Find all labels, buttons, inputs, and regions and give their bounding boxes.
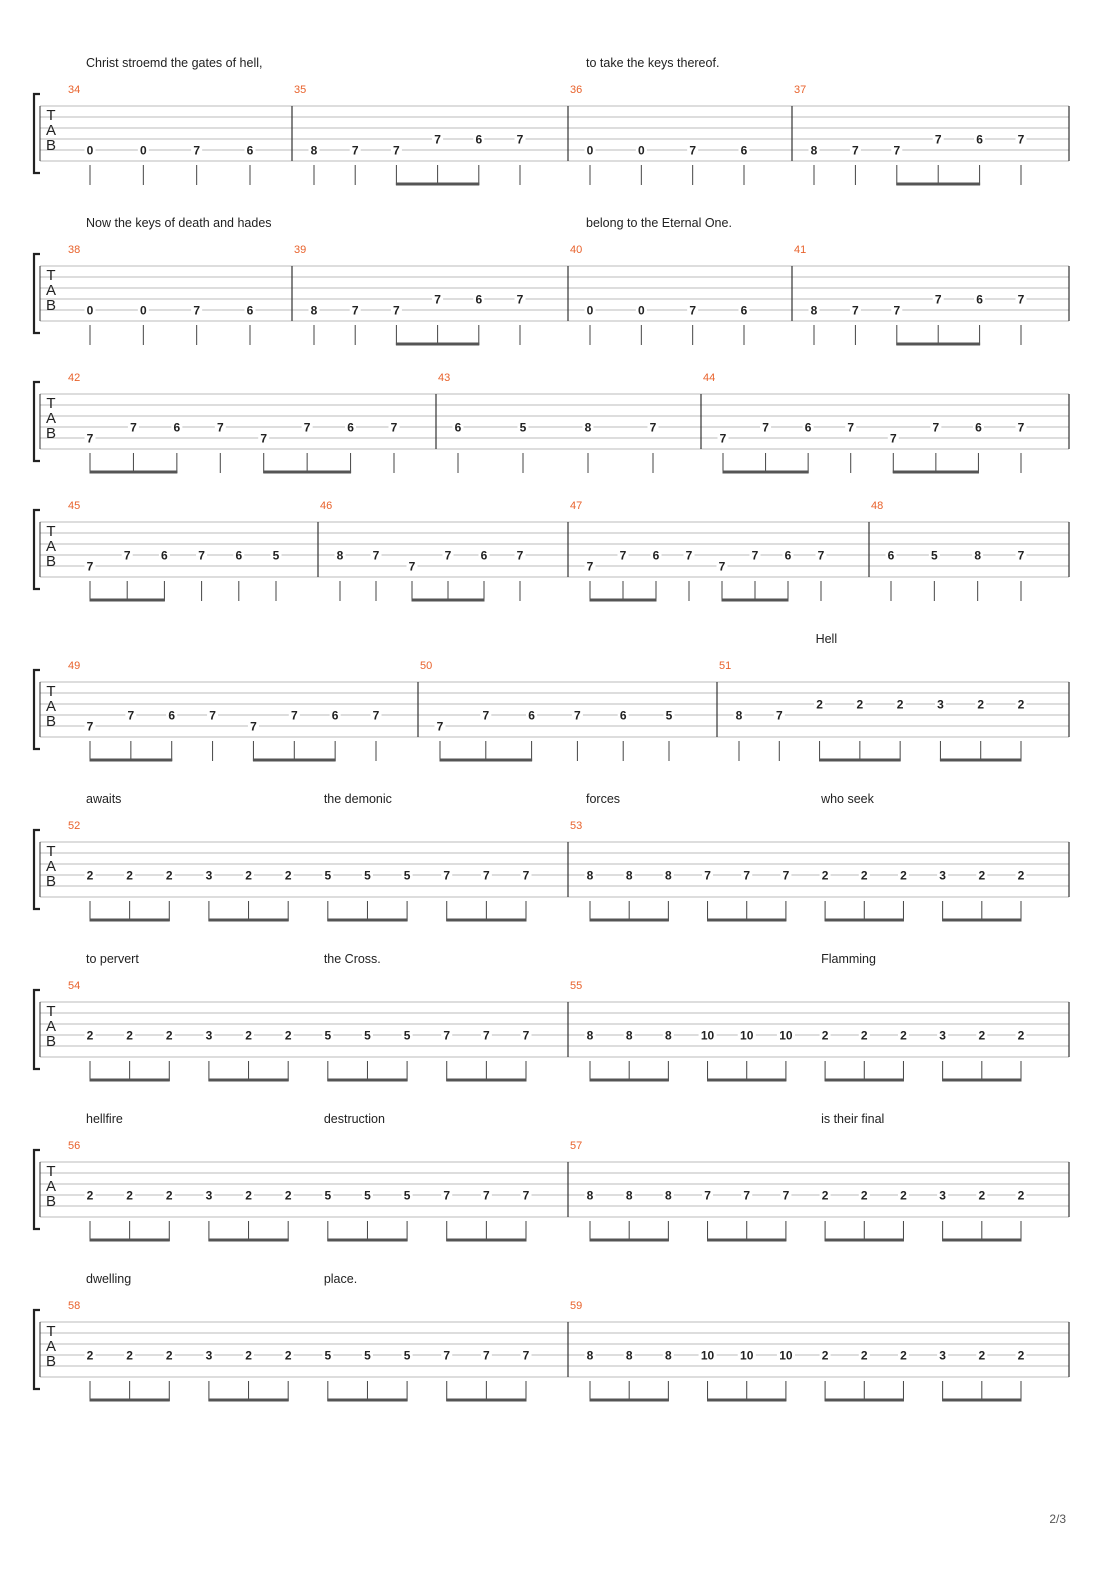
fret-number: 7	[86, 431, 94, 446]
measure-number: 53	[570, 820, 583, 832]
fret-number: 6	[804, 420, 812, 435]
fret-number: 7	[689, 303, 697, 318]
fret-number: 7	[522, 868, 530, 883]
fret-number: 7	[351, 303, 359, 318]
lyric-text: to take the keys thereof.	[586, 56, 720, 70]
fret-number: 6	[652, 548, 660, 563]
fret-number: 7	[782, 868, 790, 883]
fret-number: 2	[86, 1348, 94, 1363]
fret-number: 2	[1017, 868, 1025, 883]
fret-number: 7	[934, 132, 942, 147]
fret-number: 10	[779, 1348, 793, 1363]
fret-number: 6	[246, 143, 254, 158]
fret-number: 2	[245, 1028, 252, 1043]
measure-number: 46	[320, 500, 333, 512]
fret-number: 7	[193, 303, 201, 318]
fret-number: 7	[743, 868, 751, 883]
fret-number: 8	[586, 868, 594, 883]
lyric-text: Christ stroemd the gates of hell,	[86, 56, 263, 70]
fret-number: 2	[821, 1028, 829, 1043]
fret-number: 8	[625, 868, 633, 883]
system-bracket	[34, 254, 40, 333]
system-bracket	[34, 670, 40, 749]
fret-number: 8	[665, 1028, 672, 1043]
tab-clef-letter: T	[46, 267, 56, 284]
fret-number: 0	[586, 303, 594, 318]
tab-clef-letter: A	[45, 1338, 57, 1355]
fret-number: 5	[364, 1188, 371, 1203]
fret-number: 7	[516, 292, 524, 307]
fret-number: 7	[86, 559, 94, 574]
fret-number: 7	[86, 719, 94, 734]
fret-number: 10	[700, 1348, 715, 1363]
fret-number: 7	[193, 143, 201, 158]
fret-number: 2	[978, 868, 986, 883]
lyric-text: forces	[586, 792, 621, 806]
fret-number: 2	[86, 868, 94, 883]
fret-number: 8	[586, 1348, 594, 1363]
fret-number: 7	[1017, 292, 1025, 307]
fret-number: 6	[161, 548, 168, 563]
measure-number: 39	[294, 244, 307, 256]
fret-number: 5	[930, 548, 938, 563]
fret-number: 6	[480, 548, 488, 563]
tab-clef-letter: T	[46, 1003, 56, 1020]
measure-number: 35	[294, 84, 307, 96]
tab-clef-letter: B	[45, 873, 57, 890]
fret-number: 3	[939, 1188, 946, 1203]
fret-number: 7	[123, 548, 131, 563]
systems-layer	[34, 56, 1069, 1401]
fret-number: 2	[1017, 1028, 1025, 1043]
fret-number: 0	[637, 143, 645, 158]
fret-number: 2	[860, 868, 868, 883]
measure-number: 49	[68, 660, 81, 672]
fret-number: 8	[665, 1188, 672, 1203]
fret-number: 2	[126, 1028, 133, 1043]
tab-clef-letter: A	[45, 1178, 57, 1195]
lyric-text: awaits	[86, 792, 122, 806]
fret-number: 7	[216, 420, 224, 435]
tab-clef-letter: T	[46, 1163, 56, 1180]
fret-number: 7	[751, 548, 759, 563]
page-number: 2/3	[1049, 1512, 1066, 1526]
fret-number: 2	[165, 868, 173, 883]
fret-number: 7	[649, 420, 657, 435]
fret-number: 7	[934, 292, 942, 307]
tab-clef-letter: B	[45, 553, 57, 570]
fret-number: 0	[139, 143, 147, 158]
measure-number: 50	[420, 660, 433, 672]
fret-number: 2	[900, 1348, 907, 1363]
fret-number: 3	[937, 697, 944, 712]
tab-clef-letter: T	[46, 1323, 56, 1340]
fret-number: 7	[1017, 132, 1025, 147]
fret-number: 2	[165, 1348, 173, 1363]
fret-number: 6	[740, 303, 748, 318]
fret-number: 7	[1017, 548, 1025, 563]
system-bracket	[34, 510, 40, 589]
system-bracket	[34, 1310, 40, 1389]
fret-number: 5	[364, 868, 371, 883]
fret-number: 7	[393, 143, 400, 158]
fret-number: 7	[130, 420, 137, 435]
fret-number: 2	[126, 868, 133, 883]
fret-number: 10	[740, 1348, 754, 1363]
measure-number: 38	[68, 244, 81, 256]
lyric-text: destruction	[323, 1112, 385, 1126]
fret-number: 2	[284, 1348, 292, 1363]
fret-number: 7	[303, 420, 311, 435]
fret-number: 8	[586, 1028, 594, 1043]
fret-number: 7	[443, 1188, 451, 1203]
fret-number: 0	[637, 303, 645, 318]
fret-number: 7	[436, 719, 444, 734]
fret-number: 2	[1017, 1188, 1025, 1203]
fret-number: 2	[165, 1028, 173, 1043]
fret-number: 7	[443, 868, 451, 883]
fret-number: 7	[1017, 420, 1025, 435]
fret-number: 2	[860, 1188, 868, 1203]
fret-number: 8	[810, 143, 818, 158]
fret-number: 6	[173, 420, 181, 435]
fret-number: 6	[740, 143, 748, 158]
fret-number: 6	[975, 420, 982, 435]
fret-number: 5	[324, 1028, 332, 1043]
fret-number: 2	[245, 1348, 252, 1363]
measure-number: 58	[68, 1300, 81, 1312]
fret-number: 7	[574, 708, 581, 723]
fret-number: 2	[900, 1028, 907, 1043]
fret-number: 3	[205, 1188, 213, 1203]
fret-number: 7	[847, 420, 855, 435]
measure-number: 54	[68, 980, 81, 992]
fret-number: 3	[939, 1348, 946, 1363]
fret-number: 2	[284, 1188, 292, 1203]
lyric-text: Flamming	[821, 952, 876, 966]
fret-number: 2	[165, 1188, 173, 1203]
system-bracket	[34, 94, 40, 173]
tab-clef-letter: B	[45, 713, 57, 730]
lyric-text: place.	[323, 1272, 358, 1286]
measure-number: 51	[719, 660, 732, 672]
fret-number: 6	[976, 292, 983, 307]
measure-number: 40	[570, 244, 583, 256]
fret-number: 5	[665, 708, 673, 723]
fret-number: 2	[1017, 697, 1025, 712]
fret-number: 7	[522, 1348, 530, 1363]
fret-number: 7	[817, 548, 825, 563]
measure-number: 59	[570, 1300, 583, 1312]
tab-clef-letter: B	[45, 297, 57, 314]
fret-number: 7	[685, 548, 693, 563]
fret-number: 2	[978, 1348, 986, 1363]
measure-number: 34	[68, 84, 81, 96]
fret-number: 7	[198, 548, 205, 563]
measure-number: 37	[794, 84, 807, 96]
fret-number: 8	[810, 303, 818, 318]
measure-number: 44	[703, 372, 716, 384]
fret-number: 8	[974, 548, 982, 563]
fret-number: 6	[331, 708, 339, 723]
fret-number: 7	[522, 1028, 530, 1043]
fret-number: 7	[782, 1188, 790, 1203]
fret-number: 7	[351, 143, 359, 158]
fret-number: 8	[625, 1188, 633, 1203]
fret-number: 7	[522, 1188, 530, 1203]
system-bracket	[34, 990, 40, 1069]
fret-number: 6	[784, 548, 792, 563]
fret-number: 7	[444, 548, 452, 563]
fret-number: 7	[586, 559, 594, 574]
fret-number: 7	[127, 708, 135, 723]
fret-number: 7	[483, 1028, 490, 1043]
measure-number: 52	[68, 820, 81, 832]
lyric-text: dwelling	[86, 1272, 132, 1286]
lyric-text: to pervert	[86, 952, 139, 966]
tab-clef-letter: A	[45, 538, 57, 555]
fret-number: 2	[860, 1348, 868, 1363]
fret-number: 6	[619, 708, 627, 723]
fret-number: 6	[528, 708, 535, 723]
lyric-text: Hell	[815, 632, 838, 646]
fret-number: 7	[889, 431, 897, 446]
tab-clef-letter: A	[45, 122, 57, 139]
fret-number: 7	[852, 303, 859, 318]
fret-number: 0	[586, 143, 594, 158]
lyric-text: belong to the Eternal One.	[586, 216, 732, 230]
fret-number: 5	[403, 1188, 411, 1203]
fret-number: 8	[665, 1348, 672, 1363]
fret-number: 3	[939, 868, 946, 883]
fret-number: 3	[205, 1348, 213, 1363]
fret-number: 8	[586, 1188, 594, 1203]
fret-number: 7	[743, 1188, 751, 1203]
fret-number: 7	[719, 431, 727, 446]
fret-number: 7	[704, 868, 711, 883]
lyric-text: is their final	[821, 1112, 885, 1126]
system-bracket	[34, 1150, 40, 1229]
fret-number: 7	[393, 303, 400, 318]
fret-number: 7	[372, 708, 380, 723]
fret-number: 2	[821, 1188, 829, 1203]
fret-number: 6	[168, 708, 176, 723]
fret-number: 6	[887, 548, 895, 563]
fret-number: 10	[779, 1028, 793, 1043]
fret-number: 7	[704, 1188, 711, 1203]
fret-number: 6	[454, 420, 462, 435]
fret-number: 7	[443, 1348, 451, 1363]
fret-number: 7	[762, 420, 769, 435]
fret-number: 2	[816, 697, 823, 712]
measure-number: 43	[438, 372, 451, 384]
fret-number: 2	[856, 697, 864, 712]
measure-number: 57	[570, 1140, 583, 1152]
fret-number: 2	[860, 1028, 868, 1043]
fret-number: 5	[324, 868, 332, 883]
fret-number: 6	[235, 548, 243, 563]
fret-number: 8	[625, 1028, 633, 1043]
fret-number: 5	[364, 1348, 371, 1363]
tab-clef-letter: A	[45, 1018, 57, 1035]
fret-number: 2	[900, 868, 907, 883]
fret-number: 6	[246, 303, 254, 318]
fret-number: 2	[86, 1028, 94, 1043]
tab-clef-letter: B	[45, 137, 57, 154]
fret-number: 2	[284, 868, 292, 883]
fret-number: 5	[403, 1028, 411, 1043]
lyric-text: Now the keys of death and hades	[86, 216, 272, 230]
tab-clef-letter: T	[46, 523, 56, 540]
fret-number: 8	[336, 548, 344, 563]
tab-clef-letter: A	[45, 282, 57, 299]
fret-number: 6	[475, 132, 483, 147]
tab-clef-letter: B	[45, 1193, 57, 1210]
fret-number: 8	[310, 143, 318, 158]
fret-number: 7	[260, 431, 268, 446]
fret-number: 7	[775, 708, 783, 723]
fret-number: 5	[364, 1028, 371, 1043]
fret-number: 7	[483, 868, 490, 883]
lyric-text: the Cross.	[323, 952, 381, 966]
measure-number: 56	[68, 1140, 81, 1152]
tab-clef-letter: B	[45, 1033, 57, 1050]
fret-number: 7	[209, 708, 216, 723]
fret-number: 8	[665, 868, 672, 883]
fret-number: 7	[893, 143, 901, 158]
fret-number: 7	[390, 420, 398, 435]
fret-number: 5	[272, 548, 280, 563]
fret-number: 3	[205, 1028, 213, 1043]
fret-number: 2	[821, 1348, 829, 1363]
fret-number: 7	[434, 132, 441, 147]
measure-number: 55	[570, 980, 583, 992]
fret-number: 7	[689, 143, 697, 158]
fret-number: 5	[324, 1348, 332, 1363]
fret-number: 2	[86, 1188, 94, 1203]
fret-number: 3	[205, 868, 213, 883]
fret-number: 7	[516, 548, 524, 563]
tab-clef-letter: T	[46, 107, 56, 124]
fret-number: 2	[126, 1188, 133, 1203]
fret-number: 2	[245, 1188, 252, 1203]
fret-number: 8	[735, 708, 743, 723]
measure-number: 45	[68, 500, 81, 512]
measure-number: 47	[570, 500, 583, 512]
fret-number: 7	[482, 708, 490, 723]
fret-number: 2	[977, 697, 985, 712]
fret-number: 2	[900, 1188, 907, 1203]
fret-number: 2	[821, 868, 829, 883]
fret-number: 2	[978, 1028, 986, 1043]
fret-number: 6	[976, 132, 983, 147]
fret-number: 2	[1017, 1348, 1025, 1363]
fret-number: 0	[139, 303, 147, 318]
fret-number: 7	[443, 1028, 451, 1043]
measure-number: 48	[871, 500, 884, 512]
fret-number: 0	[86, 143, 94, 158]
fret-number: 5	[519, 420, 527, 435]
lyric-text: hellfire	[86, 1112, 123, 1126]
fret-number: 6	[347, 420, 354, 435]
tab-clef-letter: A	[45, 698, 57, 715]
tab-clef-letter: B	[45, 425, 57, 442]
fret-number: 8	[625, 1348, 633, 1363]
fret-number: 5	[403, 868, 411, 883]
fret-number: 7	[516, 132, 524, 147]
measure-number: 42	[68, 372, 81, 384]
fret-number: 7	[718, 559, 726, 574]
fret-number: 7	[893, 303, 901, 318]
fret-number: 7	[434, 292, 441, 307]
fret-number: 7	[250, 719, 257, 734]
fret-number: 7	[852, 143, 859, 158]
system-bracket	[34, 382, 40, 461]
fret-number: 7	[372, 548, 380, 563]
measure-number: 41	[794, 244, 807, 256]
fret-number: 10	[740, 1028, 754, 1043]
system-bracket	[34, 830, 40, 909]
fret-number: 7	[408, 559, 416, 574]
fret-number: 8	[584, 420, 592, 435]
fret-number: 3	[939, 1028, 946, 1043]
fret-number: 2	[978, 1188, 986, 1203]
tab-clef-letter: A	[45, 410, 57, 427]
fret-number: 2	[896, 697, 904, 712]
fret-number: 7	[619, 548, 627, 563]
fret-number: 8	[310, 303, 318, 318]
lyric-text: who seek	[821, 792, 874, 806]
fret-number: 7	[483, 1348, 490, 1363]
tab-clef-letter: T	[46, 683, 56, 700]
fret-number: 2	[126, 1348, 133, 1363]
tab-clef-letter: T	[46, 843, 56, 860]
fret-number: 2	[284, 1028, 292, 1043]
measure-number: 36	[570, 84, 583, 96]
fret-number: 2	[245, 868, 252, 883]
fret-number: 0	[86, 303, 94, 318]
lyric-text: the demonic	[323, 792, 392, 806]
fret-number: 5	[324, 1188, 332, 1203]
fret-number: 7	[483, 1188, 490, 1203]
fret-number: 7	[290, 708, 298, 723]
tab-clef-letter: B	[45, 1353, 57, 1370]
fret-number: 10	[700, 1028, 715, 1043]
tab-clef-letter: T	[46, 395, 56, 412]
tab-clef-letter: A	[45, 858, 57, 875]
fret-number: 7	[932, 420, 940, 435]
fret-number: 5	[403, 1348, 411, 1363]
fret-number: 6	[475, 292, 483, 307]
